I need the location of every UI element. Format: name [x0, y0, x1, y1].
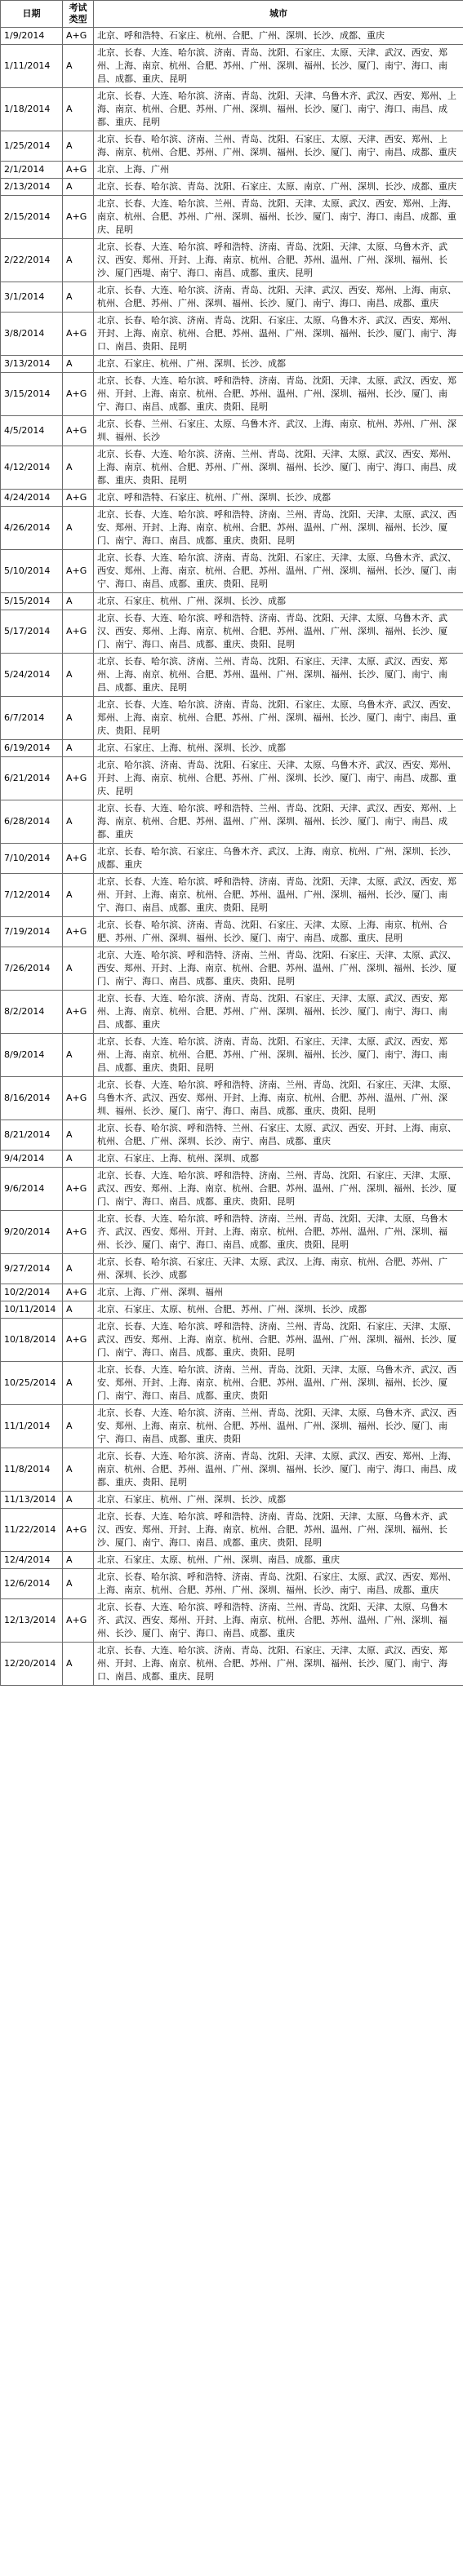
table-row — [1, 610, 463, 654]
table-row — [1, 800, 463, 844]
type-cell: A+G — [63, 1319, 94, 1362]
type-cell: A — [63, 1552, 94, 1569]
type-cell: A+G — [63, 1168, 94, 1211]
cities-cell: 北京、石家庄、上海、杭州、深圳、长沙、成都 — [94, 740, 463, 757]
cities-cell: 北京、长春、大连、哈尔滨、呼和浩特、济南、青岛、沈阳、天津、太原、乌鲁木齐、武汉、西安、郑州、开封、上海、南京、杭州、合肥、苏州、温州、广州、深圳、福州、长沙、厦门西堤、南宁、海口、南昌、成都、重庆、昆明 — [94, 239, 463, 282]
table-row — [1, 1405, 463, 1448]
cities-cell: 北京、长春、大连、哈尔滨、呼和浩特、济南、青岛、沈阳、天津、太原、武汉、西安、郑州、开封、上海、南京、杭州、合肥、苏州、温州、广州、深圳、福州、长沙、厦门、南宁、海口、南昌、成都、重庆、贵阳、昆明 — [94, 874, 463, 917]
cities-cell: 北京、长春、哈尔滨、石家庄、乌鲁木齐、武汉、上海、南京、杭州、广州、深圳、长沙、成都、重庆 — [94, 844, 463, 874]
table-row — [1, 593, 463, 610]
cities-cell: 北京、长春、大连、哈尔滨、呼和浩特、济南、兰州、青岛、沈阳、天津、太原、乌鲁木齐、武汉、西安、郑州、开封、上海、南京、杭州、合肥、苏州、温州、广州、深圳、福州、长沙、厦门、南宁、海口、南昌、成都、重庆、贵阳、昆明 — [94, 1211, 463, 1254]
date-cell: 8/9/2014 — [1, 1034, 63, 1077]
date-cell: 3/13/2014 — [1, 356, 63, 373]
type-cell: A+G — [63, 991, 94, 1034]
date-cell: 1/9/2014 — [1, 28, 63, 45]
cities-cell: 北京、长春、大连、哈尔滨、兰州、青岛、沈阳、天津、太原、武汉、西安、郑州、上海、南京、杭州、合肥、苏州、广州、深圳、福州、长沙、厦门、南宁、海口、南昌、成都、重庆、昆明 — [94, 196, 463, 239]
date-cell: 2/1/2014 — [1, 162, 63, 179]
cities-cell: 北京、长春、大连、哈尔滨、呼和浩特、济南、青岛、沈阳、天津、太原、乌鲁木齐、武汉、西安、郑州、上海、南京、杭州、合肥、苏州、温州、广州、深圳、福州、长沙、厦门、南宁、海口、南昌、成都、重庆、贵阳、昆明 — [94, 610, 463, 654]
cities-cell: 北京、大连、哈尔滨、呼和浩特、济南、兰州、青岛、沈阳、石家庄、天津、太原、武汉、西安、郑州、开封、上海、南京、杭州、合肥、苏州、温州、广州、深圳、福州、长沙、厦门、南宁、海口、南昌、成都、重庆、贵阳、昆明 — [94, 947, 463, 991]
table-row — [1, 874, 463, 917]
date-cell: 5/10/2014 — [1, 550, 63, 593]
table-row — [1, 373, 463, 416]
date-cell: 2/15/2014 — [1, 196, 63, 239]
cities-cell: 北京、长春、大连、哈尔滨、呼和浩特、兰州、青岛、沈阳、天津、武汉、西安、郑州、上海、南京、杭州、合肥、苏州、温州、广州、深圳、福州、长沙、厦门、南宁、南昌、成都、重庆 — [94, 800, 463, 844]
cities-cell: 北京、长春、大连、哈尔滨、呼和浩特、济南、兰州、青岛、沈阳、天津、太原、乌鲁木齐、武汉、西安、郑州、开封、上海、南京、杭州、合肥、苏州、温州、广州、深圳、福州、长沙、厦门、南宁、海口、南昌、成都、重庆 — [94, 1599, 463, 1643]
type-cell: A — [63, 1492, 94, 1509]
table-row — [1, 313, 463, 356]
cities-cell: 北京、石家庄、杭州、广州、深圳、长沙、成都 — [94, 1492, 463, 1509]
type-cell: A — [63, 282, 94, 313]
date-cell: 4/5/2014 — [1, 416, 63, 446]
type-cell: A — [63, 654, 94, 697]
cities-cell: 北京、长春、哈尔滨、石家庄、天津、太原、武汉、上海、南京、杭州、合肥、苏州、广州、深圳、长沙、成都 — [94, 1254, 463, 1284]
table-row — [1, 507, 463, 550]
type-cell: A+G — [63, 1509, 94, 1552]
cities-cell: 北京、石家庄、太原、杭州、合肥、苏州、广州、深圳、长沙、成都 — [94, 1301, 463, 1319]
table-row — [1, 1301, 463, 1319]
table-row — [1, 947, 463, 991]
date-cell: 9/20/2014 — [1, 1211, 63, 1254]
type-cell: A — [63, 1448, 94, 1492]
cities-cell: 北京、长春、兰州、石家庄、太原、乌鲁木齐、武汉、上海、南京、杭州、苏州、广州、深圳、福州、长沙 — [94, 416, 463, 446]
cities-cell: 北京、长春、大连、哈尔滨、济南、青岛、沈阳、天津、太原、武汉、西安、郑州、上海、南京、杭州、合肥、苏州、温州、广州、深圳、福州、长沙、厦门、南宁、海口、南昌、成都、重庆、贵阳、昆明 — [94, 1448, 463, 1492]
table-header-row — [1, 1, 463, 28]
date-cell: 9/4/2014 — [1, 1151, 63, 1168]
cities-cell: 北京、长春、大连、哈尔滨、呼和浩特、济南、兰州、青岛、沈阳、石家庄、天津、太原、武汉、西安、郑州、上海、南京、杭州、合肥、苏州、温州、广州、深圳、福州、长沙、厦门、南宁、海口、南昌、成都、重庆、贵阳、昆明 — [94, 1168, 463, 1211]
date-cell: 1/18/2014 — [1, 88, 63, 131]
type-cell: A — [63, 507, 94, 550]
type-cell: A — [63, 1643, 94, 1686]
table-row — [1, 416, 463, 446]
table-row — [1, 162, 463, 179]
table-row — [1, 1034, 463, 1077]
table-row — [1, 28, 463, 45]
date-cell: 11/13/2014 — [1, 1492, 63, 1509]
date-cell: 12/20/2014 — [1, 1643, 63, 1686]
table-row — [1, 356, 463, 373]
date-cell: 6/19/2014 — [1, 740, 63, 757]
type-cell: A+G — [63, 917, 94, 947]
cities-cell: 北京、长春、大连、哈尔滨、济南、青岛、沈阳、天津、武汉、西安、郑州、上海、南京、杭州、合肥、苏州、广州、深圳、福州、长沙、厦门、南宁、海口、南昌、成都、重庆 — [94, 282, 463, 313]
cities-cell: 北京、石家庄、杭州、广州、深圳、长沙、成都 — [94, 356, 463, 373]
cities-cell: 北京、长春、大连、哈尔滨、呼和浩特、济南、兰州、青岛、沈阳、石家庄、天津、太原、乌鲁木齐、武汉、西安、郑州、开封、上海、南京、杭州、合肥、苏州、温州、广州、深圳、福州、长沙、厦门、南宁、海口、南昌、成都、重庆、贵阳、昆明 — [94, 1077, 463, 1120]
table-row — [1, 1643, 463, 1686]
date-cell: 11/22/2014 — [1, 1509, 63, 1552]
table-row — [1, 1448, 463, 1492]
cities-cell: 北京、长春、哈尔滨、呼和浩特、济南、青岛、沈阳、石家庄、太原、武汉、西安、郑州、上海、南京、杭州、合肥、苏州、广州、深圳、福州、长沙、南宁、南昌、成都、重庆 — [94, 1569, 463, 1599]
table-row — [1, 131, 463, 162]
cities-cell: 北京、呼和浩特、石家庄、杭州、合肥、广州、深圳、长沙、成都、重庆 — [94, 28, 463, 45]
type-cell: A+G — [63, 1284, 94, 1301]
date-cell: 9/6/2014 — [1, 1168, 63, 1211]
cities-cell: 北京、呼和浩特、石家庄、杭州、广州、深圳、长沙、成都 — [94, 490, 463, 507]
date-cell: 7/12/2014 — [1, 874, 63, 917]
table-row — [1, 1509, 463, 1552]
date-cell: 8/16/2014 — [1, 1077, 63, 1120]
header-date: 日期 — [1, 1, 63, 28]
table-row — [1, 45, 463, 88]
type-cell: A — [63, 239, 94, 282]
date-cell: 5/15/2014 — [1, 593, 63, 610]
type-cell: A — [63, 697, 94, 740]
type-cell: A — [63, 179, 94, 196]
cities-cell: 北京、长春、哈尔滨、呼和浩特、兰州、石家庄、太原、武汉、西安、开封、上海、南京、杭州、合肥、广州、深圳、长沙、南宁、南昌、成都、重庆 — [94, 1120, 463, 1151]
date-cell: 6/28/2014 — [1, 800, 63, 844]
type-cell: A+G — [63, 196, 94, 239]
table-row — [1, 1552, 463, 1569]
date-cell: 1/11/2014 — [1, 45, 63, 88]
date-cell: 9/27/2014 — [1, 1254, 63, 1284]
type-cell: A+G — [63, 490, 94, 507]
table-row — [1, 1077, 463, 1120]
cities-cell: 北京、长春、大连、哈尔滨、呼和浩特、济南、兰州、青岛、沈阳、石家庄、天津、太原、武汉、西安、郑州、上海、南京、杭州、合肥、苏州、温州、广州、深圳、福州、长沙、厦门、南宁、海口、南昌、成都、重庆、贵阳、昆明 — [94, 1319, 463, 1362]
type-cell: A — [63, 947, 94, 991]
type-cell: A — [63, 593, 94, 610]
type-cell: A+G — [63, 373, 94, 416]
type-cell: A — [63, 446, 94, 490]
table-row — [1, 1599, 463, 1643]
table-row — [1, 550, 463, 593]
table-row — [1, 1284, 463, 1301]
date-cell: 4/24/2014 — [1, 490, 63, 507]
table-row — [1, 1120, 463, 1151]
table-row — [1, 1151, 463, 1168]
cities-cell: 北京、长春、大连、哈尔滨、济南、兰州、青岛、沈阳、天津、太原、武汉、西安、郑州、上海、南京、杭州、合肥、苏州、广州、深圳、福州、长沙、厦门、南宁、海口、南昌、成都、重庆、贵阳、昆明 — [94, 446, 463, 490]
table-row — [1, 1211, 463, 1254]
date-cell: 10/18/2014 — [1, 1319, 63, 1362]
cities-cell: 北京、长春、大连、哈尔滨、呼和浩特、济南、青岛、沈阳、天津、太原、武汉、西安、郑州、开封、上海、南京、杭州、合肥、苏州、温州、广州、深圳、福州、长沙、厦门、南宁、海口、南昌、成都、重庆、贵阳、昆明 — [94, 373, 463, 416]
type-cell: A+G — [63, 313, 94, 356]
type-cell: A — [63, 45, 94, 88]
date-cell: 10/11/2014 — [1, 1301, 63, 1319]
type-cell: A+G — [63, 610, 94, 654]
type-cell: A — [63, 356, 94, 373]
date-cell: 8/21/2014 — [1, 1120, 63, 1151]
type-cell: A+G — [63, 1077, 94, 1120]
date-cell: 7/26/2014 — [1, 947, 63, 991]
type-cell: A — [63, 1362, 94, 1405]
table-row — [1, 1254, 463, 1284]
date-cell: 2/22/2014 — [1, 239, 63, 282]
type-cell: A — [63, 1151, 94, 1168]
cities-cell: 北京、长春、大连、哈尔滨、呼和浩特、济南、兰州、青岛、沈阳、天津、太原、武汉、西安、郑州、开封、上海、南京、杭州、合肥、苏州、温州、广州、深圳、福州、长沙、厦门、南宁、海口、南昌、成都、重庆、贵阳、昆明 — [94, 507, 463, 550]
table-row — [1, 991, 463, 1034]
date-cell: 10/25/2014 — [1, 1362, 63, 1405]
cities-cell: 北京、石家庄、太原、杭州、广州、深圳、南昌、成都、重庆 — [94, 1552, 463, 1569]
cities-cell: 北京、长春、哈尔滨、济南、青岛、沈阳、石家庄、天津、太原、上海、南京、杭州、合肥、苏州、广州、深圳、福州、长沙、厦门、南宁、南昌、成都、重庆、昆明 — [94, 917, 463, 947]
table-row — [1, 697, 463, 740]
date-cell: 10/2/2014 — [1, 1284, 63, 1301]
date-cell: 3/15/2014 — [1, 373, 63, 416]
cities-cell: 北京、石家庄、上海、杭州、深圳、成都 — [94, 1151, 463, 1168]
cities-cell: 北京、长春、大连、哈尔滨、济南、兰州、青岛、沈阳、天津、太原、乌鲁木齐、武汉、西安、郑州、开封、上海、南京、杭州、合肥、苏州、温州、广州、深圳、福州、长沙、厦门、南宁、海口、南昌、成都、重庆、贵阳 — [94, 1362, 463, 1405]
type-cell: A — [63, 1120, 94, 1151]
cities-cell: 北京、长春、哈尔滨、济南、青岛、沈阳、石家庄、太原、乌鲁木齐、武汉、西安、郑州、开封、上海、南京、杭州、合肥、苏州、温州、广州、深圳、福州、长沙、厦门、南宁、海口、南昌、贵阳、昆明 — [94, 313, 463, 356]
table-row — [1, 1569, 463, 1599]
type-cell: A+G — [63, 162, 94, 179]
table-row — [1, 654, 463, 697]
date-cell: 2/13/2014 — [1, 179, 63, 196]
cities-cell: 北京、长春、大连、哈尔滨、呼和浩特、济南、青岛、沈阳、天津、太原、乌鲁木齐、武汉、西安、郑州、开封、上海、南京、杭州、合肥、苏州、温州、广州、深圳、福州、长沙、厦门、南宁、海口、南昌、成都、重庆、贵阳、昆明 — [94, 1509, 463, 1552]
table-row — [1, 740, 463, 757]
cities-cell: 北京、长春、大连、哈尔滨、济南、青岛、沈阳、石家庄、天津、太原、乌鲁木齐、武汉、西安、郑州、上海、南京、杭州、合肥、苏州、温州、广州、深圳、福州、长沙、厦门、南宁、海口、南昌、成都、重庆、贵阳、昆明 — [94, 550, 463, 593]
table-row — [1, 490, 463, 507]
table-row — [1, 239, 463, 282]
type-cell: A+G — [63, 28, 94, 45]
type-cell: A+G — [63, 550, 94, 593]
table-row — [1, 757, 463, 800]
table-row — [1, 844, 463, 874]
table-row — [1, 88, 463, 131]
date-cell: 11/1/2014 — [1, 1405, 63, 1448]
type-cell: A — [63, 1569, 94, 1599]
table-row — [1, 196, 463, 239]
type-cell: A — [63, 1301, 94, 1319]
date-cell: 3/8/2014 — [1, 313, 63, 356]
cities-cell: 北京、长春、哈尔滨、济南、兰州、青岛、沈阳、石家庄、天津、太原、武汉、西安、郑州、上海、南京、杭州、合肥、苏州、温州、广州、深圳、福州、长沙、厦门、南宁、南昌、成都、重庆、昆明 — [94, 654, 463, 697]
type-cell: A — [63, 874, 94, 917]
date-cell: 5/17/2014 — [1, 610, 63, 654]
date-cell: 3/1/2014 — [1, 282, 63, 313]
date-cell: 12/4/2014 — [1, 1552, 63, 1569]
type-cell: A — [63, 88, 94, 131]
date-cell: 7/10/2014 — [1, 844, 63, 874]
type-cell: A — [63, 800, 94, 844]
cities-cell: 北京、上海、广州 — [94, 162, 463, 179]
header-cities: 城市 — [94, 1, 463, 28]
type-cell: A — [63, 131, 94, 162]
type-cell: A — [63, 1405, 94, 1448]
date-cell: 12/13/2014 — [1, 1599, 63, 1643]
header-type: 考试类型 — [63, 1, 94, 28]
date-cell: 8/2/2014 — [1, 991, 63, 1034]
cities-cell: 北京、长春、大连、哈尔滨、济南、兰州、青岛、沈阳、天津、太原、乌鲁木齐、武汉、西安、郑州、上海、南京、杭州、合肥、苏州、温州、广州、深圳、福州、长沙、厦门、南宁、海口、南昌、成都、重庆、贵阳 — [94, 1405, 463, 1448]
table-row — [1, 1319, 463, 1362]
date-cell: 5/24/2014 — [1, 654, 63, 697]
date-cell: 7/19/2014 — [1, 917, 63, 947]
type-cell: A+G — [63, 1211, 94, 1254]
cities-cell: 北京、上海、广州、深圳、福州 — [94, 1284, 463, 1301]
cities-cell: 北京、长春、大连、哈尔滨、济南、青岛、沈阳、石家庄、天津、太原、武汉、西安、郑州、上海、南京、杭州、合肥、苏州、广州、深圳、福州、长沙、厦门、南宁、海口、南昌、成都、重庆、贵阳、昆明 — [94, 1034, 463, 1077]
type-cell: A — [63, 740, 94, 757]
table-row — [1, 282, 463, 313]
cities-cell: 北京、长春、大连、哈尔滨、济南、青岛、沈阳、石家庄、太原、天津、武汉、西安、郑州、上海、南京、杭州、合肥、苏州、广州、深圳、福州、长沙、厦门、南宁、海口、南昌、成都、重庆、昆明 — [94, 45, 463, 88]
table-row — [1, 1492, 463, 1509]
date-cell: 11/8/2014 — [1, 1448, 63, 1492]
cities-cell: 北京、长春、大连、哈尔滨、济南、青岛、沈阳、石家庄、天津、太原、武汉、西安、郑州、上海、南京、杭州、合肥、苏州、广州、深圳、福州、长沙、厦门、南宁、海口、南昌、成都、重庆 — [94, 991, 463, 1034]
date-cell: 1/25/2014 — [1, 131, 63, 162]
cities-cell: 北京、哈尔滨、济南、青岛、沈阳、石家庄、天津、太原、乌鲁木齐、武汉、西安、郑州、开封、上海、南京、杭州、合肥、苏州、广州、深圳、长沙、厦门、南宁、南昌、成都、重庆、昆明 — [94, 757, 463, 800]
date-cell: 4/12/2014 — [1, 446, 63, 490]
type-cell: A+G — [63, 1599, 94, 1643]
table-row — [1, 1168, 463, 1211]
table-row — [1, 179, 463, 196]
cities-cell: 北京、长春、哈尔滨、青岛、沈阳、石家庄、太原、南京、广州、深圳、长沙、成都、重庆 — [94, 179, 463, 196]
date-cell: 6/7/2014 — [1, 697, 63, 740]
cities-cell: 北京、长春、大连、哈尔滨、济南、青岛、沈阳、石家庄、天津、太原、武汉、西安、郑州、开封、上海、南京、杭州、合肥、苏州、广州、深圳、福州、长沙、厦门、南宁、海口、南昌、成都、重庆、昆明 — [94, 1643, 463, 1686]
type-cell: A+G — [63, 416, 94, 446]
table-row — [1, 446, 463, 490]
type-cell: A+G — [63, 844, 94, 874]
cities-cell: 北京、长春、哈尔滨、济南、兰州、青岛、沈阳、石家庄、太原、天津、西安、郑州、上海、南京、杭州、合肥、苏州、广州、深圳、福州、长沙、厦门、南宁、南昌、成都、重庆 — [94, 131, 463, 162]
date-cell: 6/21/2014 — [1, 757, 63, 800]
table-row — [1, 917, 463, 947]
table-row — [1, 1362, 463, 1405]
type-cell: A+G — [63, 757, 94, 800]
table-body — [1, 28, 463, 1686]
type-cell: A — [63, 1254, 94, 1284]
date-cell: 12/6/2014 — [1, 1569, 63, 1599]
cities-cell: 北京、长春、大连、哈尔滨、济南、青岛、沈阳、石家庄、太原、乌鲁木齐、武汉、西安、郑州、上海、南京、杭州、合肥、苏州、广州、深圳、福州、长沙、厦门、南宁、南昌、重庆、贵阳、昆明 — [94, 697, 463, 740]
cities-cell: 北京、长春、大连、哈尔滨、济南、青岛、沈阳、天津、乌鲁木齐、武汉、西安、郑州、上海、南京、杭州、合肥、苏州、广州、深圳、福州、长沙、厦门、南宁、海口、南昌、成都、重庆、昆明 — [94, 88, 463, 131]
cities-cell: 北京、石家庄、杭州、广州、深圳、长沙、成都 — [94, 593, 463, 610]
type-cell: A — [63, 1034, 94, 1077]
date-cell: 4/26/2014 — [1, 507, 63, 550]
